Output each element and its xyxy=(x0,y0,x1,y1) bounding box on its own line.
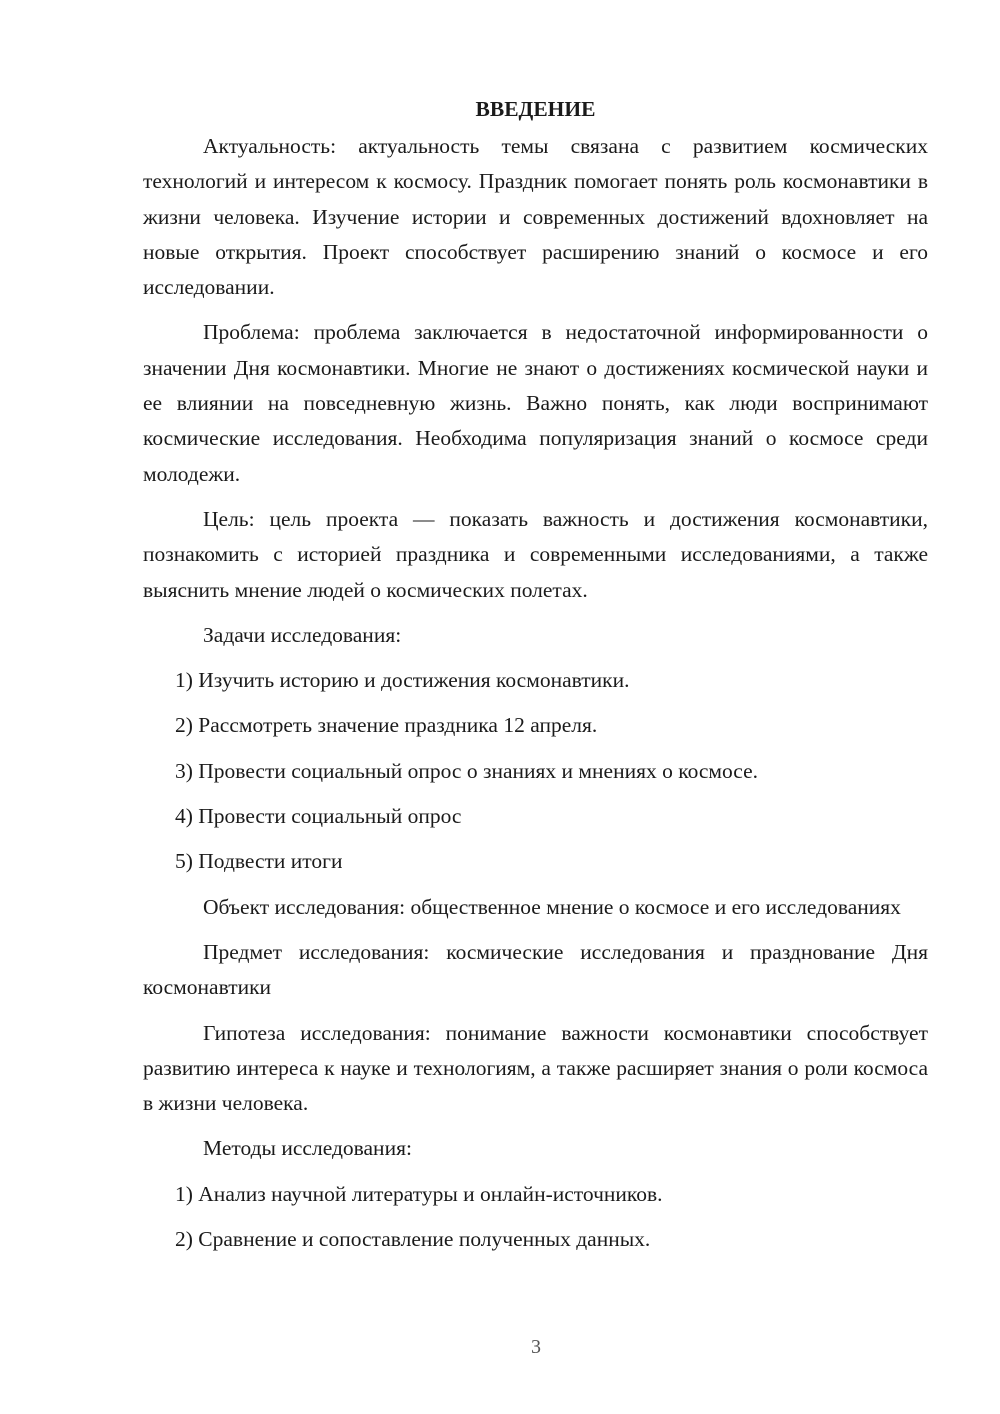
relevance-paragraph: Актуальность: актуальность темы связана с развитием космических технологий и интересом к космосу. Праздник помогает понять роль космонавтики в жизни человека. Изучение истории и современных достижений вдохновляет на новые открытия. Проект способствует расширению знаний о космосе и его исследовании. xyxy=(143,134,928,300)
task-item: 1) Изучить историю и достижения космонавтики. xyxy=(175,668,630,693)
tasks-heading: Задачи исследования: xyxy=(203,622,402,647)
method-item: 1) Анализ научной литературы и онлайн-источников. xyxy=(175,1181,663,1206)
task-item: 3) Провести социальный опрос о знаниях и мнениях о космосе. xyxy=(175,758,759,783)
document-page xyxy=(143,92,928,1267)
problem-paragraph: Проблема: проблема заключается в недостаточной информированности о значении Дня космонавтики. Многие не знают о достижениях космической науки и ее влиянии на повседневную жизнь. Важно понять, как люди воспринимают космические исследования. Необходима популяризация знаний о космосе среди молодежи. xyxy=(143,320,928,486)
task-item: 5) Подвести итоги xyxy=(175,849,343,874)
task-item: 4) Провести социальный опрос xyxy=(175,804,462,829)
page-title: ВВЕДЕНИЕ xyxy=(475,97,596,121)
object-paragraph: Объект исследования: общественное мнение о космосе и его исследованиях xyxy=(203,894,901,919)
page-number: 3 xyxy=(531,1336,541,1358)
method-item: 2) Сравнение и сопоставление полученных данных. xyxy=(175,1227,651,1252)
subject-paragraph: Предмет исследования: космические исследования и празднование Дня космонавтики xyxy=(143,939,928,1000)
hypothesis-paragraph: Гипотеза исследования: понимание важности космонавтики способствует развитию интереса к науке и технологиям, а также расширяет знания о роли космоса в жизни человека. xyxy=(143,1020,928,1116)
task-item: 2) Рассмотреть значение праздника 12 апреля. xyxy=(175,713,598,738)
methods-heading: Методы исследования: xyxy=(203,1136,412,1161)
goal-paragraph: Цель: цель проекта — показать важность и достижения космонавтики, познакомить с историей праздника и современными исследованиями, а также выяснить мнение людей о космических полетах. xyxy=(143,506,928,602)
